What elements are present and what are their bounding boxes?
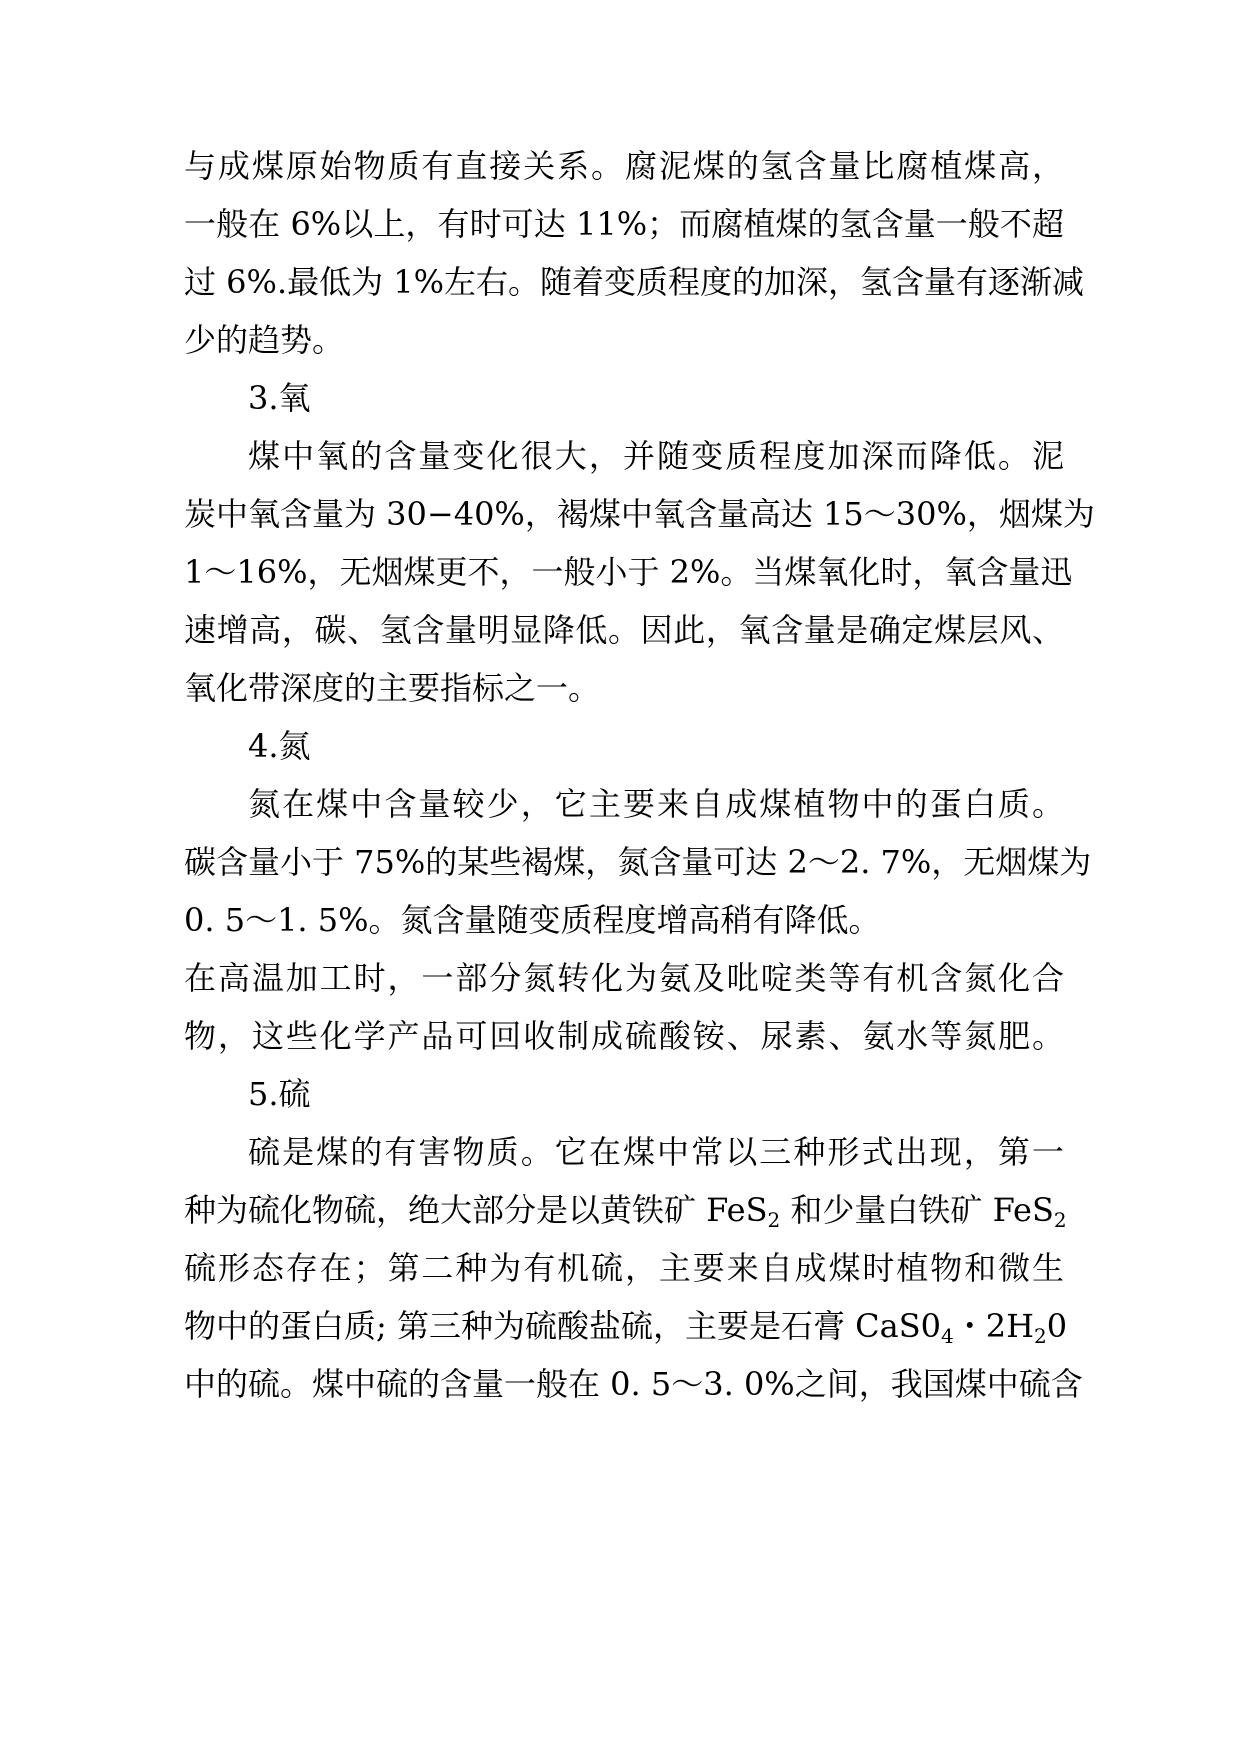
paragraph-line: 炭中氧含量为 30−40%，褐煤中氧含量高达 15～30%，烟煤为 <box>184 495 1095 533</box>
paragraph-line: 一般在 6%以上，有时可达 11%；而腐植煤的氢含量一般不超 <box>184 205 1064 243</box>
text-run: 和少量白铁矿 FeS <box>780 1191 1054 1229</box>
paragraph-line: 硫是煤的有害物质。它在煤中常以三种形式出现，第一 <box>248 1133 1064 1171</box>
paragraph-line: 碳含量小于 75%的某些褐煤，氮含量可达 2～2. 7%，无烟煤为 <box>184 843 1092 881</box>
paragraph-line: 氮在煤中含量较少，它主要来自成煤植物中的蛋白质。 <box>248 785 1064 823</box>
section-heading-nitrogen: 4.氮 <box>248 727 311 765</box>
paragraph-line: 中的硫。煤中硫的含量一般在 0. 5～3. 0%之间，我国煤中硫含 <box>184 1365 1083 1403</box>
paragraph-line: 与成煤原始物质有直接关系。腐泥煤的氢含量比腐植煤高， <box>184 147 1064 185</box>
text-run: 物中的蛋白质; 第三种为硫酸盐硫，主要是石膏 CaS0 <box>184 1307 941 1345</box>
paragraph-line: 过 6%.最低为 1%左右。随着变质程度的加深，氢含量有逐渐减 <box>184 263 1085 301</box>
section-heading-oxygen: 3.氧 <box>248 379 311 417</box>
paragraph-line: 物，这些化学产品可回收制成硫酸铵、尿素、氨水等氮肥。 <box>184 1017 1064 1055</box>
paragraph-line <box>184 1190 1067 1232</box>
section-heading-sulfur: 5.硫 <box>248 1075 311 1113</box>
subscript: 2 <box>1053 1208 1067 1232</box>
paragraph-line: 速增高，碳、氢含量明显降低。因此，氧含量是确定煤层风、 <box>184 611 1064 649</box>
paragraph-line: 氧化带深度的主要指标之一。 <box>184 669 601 707</box>
text-run: 种为硫化物硫，绝大部分是以黄铁矿 FeS <box>184 1191 768 1229</box>
paragraph-line: 0. 5～1. 5%。氮含量随变质程度增高稍有降低。 <box>184 901 881 939</box>
paragraph-line <box>184 1306 1068 1348</box>
subscript: 4 <box>940 1324 954 1348</box>
paragraph-line: 在高温加工时，一部分氮转化为氨及吡啶类等有机含氮化合 <box>184 959 1064 997</box>
text-run: ・2H <box>953 1307 1034 1345</box>
paragraph-line: 1～16%，无烟煤更不，一般小于 2%。当煤氧化时，氧含量迅 <box>184 553 1073 591</box>
subscript: 2 <box>767 1208 781 1232</box>
paragraph-line: 硫形态存在；第二种为有机硫，主要来自成煤时植物和微生 <box>184 1249 1064 1287</box>
paragraph-line: 少的趋势。 <box>184 321 345 359</box>
subscript: 2 <box>1034 1324 1047 1348</box>
paragraph-line: 煤中氧的含量变化很大，并随变质程度加深而降低。泥 <box>248 437 1064 475</box>
text-run: 0 <box>1046 1307 1068 1345</box>
